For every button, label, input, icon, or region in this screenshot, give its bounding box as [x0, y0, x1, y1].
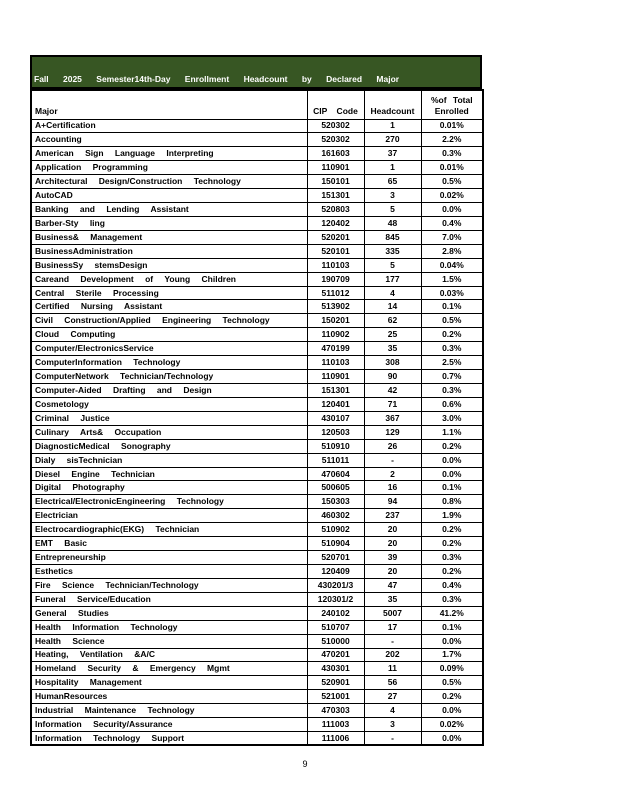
cell-headcount: 90	[364, 370, 421, 384]
cell-cip-code: 520901	[307, 676, 364, 690]
cell-major: Barber-Sty ling	[31, 216, 307, 230]
cell-headcount: 47	[364, 578, 421, 592]
cell-pct-total-enrolled: 0.1%	[421, 300, 483, 314]
cell-headcount: 48	[364, 216, 421, 230]
table-row	[31, 578, 483, 592]
cell-cip-code: 513902	[307, 300, 364, 314]
cell-major: Industrial Maintenance Technology	[31, 704, 307, 718]
table-row	[31, 425, 483, 439]
cell-cip-code: 151301	[307, 189, 364, 203]
table-row	[31, 272, 483, 286]
cell-major: Cosmetology	[31, 397, 307, 411]
cell-headcount: 1	[364, 119, 421, 133]
table-row	[31, 147, 483, 161]
col-header-headcount: Headcount	[364, 90, 421, 119]
cell-headcount: 3	[364, 718, 421, 732]
cell-cip-code: 460302	[307, 509, 364, 523]
cell-cip-code: 520302	[307, 119, 364, 133]
cell-major: Computer/ElectronicsService	[31, 342, 307, 356]
cell-pct-total-enrolled: 0.4%	[421, 578, 483, 592]
pct-header-line1: %of Total	[430, 94, 473, 105]
cell-headcount: 14	[364, 300, 421, 314]
cell-cip-code: 520201	[307, 230, 364, 244]
cell-major: ComputerInformation Technology	[31, 356, 307, 370]
cell-cip-code: 521001	[307, 690, 364, 704]
cell-cip-code: 470604	[307, 467, 364, 481]
cell-cip-code: 510902	[307, 523, 364, 537]
cell-major: Information Technology Support	[31, 732, 307, 746]
cell-pct-total-enrolled: 0.2%	[421, 523, 483, 537]
cell-headcount: 2	[364, 467, 421, 481]
cell-cip-code: 110901	[307, 370, 364, 384]
col-header-cip-code: CIP Code	[307, 90, 364, 119]
cell-cip-code: 120503	[307, 425, 364, 439]
table-row	[31, 509, 483, 523]
cell-cip-code: 151301	[307, 384, 364, 398]
cell-cip-code: 470201	[307, 648, 364, 662]
table-row	[31, 467, 483, 481]
page-number: 9	[302, 759, 308, 769]
table-row	[31, 704, 483, 718]
table-header-row	[31, 90, 483, 119]
cell-cip-code: 111006	[307, 732, 364, 746]
table-row	[31, 620, 483, 634]
cell-headcount: 202	[364, 648, 421, 662]
cell-pct-total-enrolled: 3.0%	[421, 411, 483, 425]
table-row	[31, 356, 483, 370]
cell-major: Entrepreneurship	[31, 551, 307, 565]
cell-cip-code: 510910	[307, 439, 364, 453]
cell-cip-code: 500605	[307, 481, 364, 495]
table-row	[31, 523, 483, 537]
cell-major: Criminal Justice	[31, 411, 307, 425]
cell-pct-total-enrolled: 0.6%	[421, 397, 483, 411]
cell-major: HumanResources	[31, 690, 307, 704]
cell-cip-code: 120301/2	[307, 592, 364, 606]
cell-pct-total-enrolled: 0.0%	[421, 634, 483, 648]
pct-header-line2: Enrolled	[434, 105, 469, 116]
cell-cip-code: 470199	[307, 342, 364, 356]
report-title: Fall 2025 Semester14th-Day Enrollment Headcount by Declared Major	[34, 74, 400, 84]
table-row	[31, 662, 483, 676]
cell-cip-code: 520101	[307, 244, 364, 258]
cell-major: Computer-Aided Drafting and Design	[31, 384, 307, 398]
cell-major: Diesel Engine Technician	[31, 467, 307, 481]
cell-major: Electrician	[31, 509, 307, 523]
cell-headcount: 1	[364, 161, 421, 175]
cell-pct-total-enrolled: 0.2%	[421, 690, 483, 704]
cell-pct-total-enrolled: 2.8%	[421, 244, 483, 258]
table-row	[31, 648, 483, 662]
table-row	[31, 300, 483, 314]
cell-headcount: 35	[364, 592, 421, 606]
cell-headcount: 20	[364, 523, 421, 537]
cell-major: Civil Construction/Applied Engineering Technology	[31, 314, 307, 328]
cell-headcount: 17	[364, 620, 421, 634]
cell-pct-total-enrolled: 0.0%	[421, 453, 483, 467]
table-row	[31, 189, 483, 203]
cell-pct-total-enrolled: 0.3%	[421, 384, 483, 398]
table-row	[31, 411, 483, 425]
cell-pct-total-enrolled: 41.2%	[421, 606, 483, 620]
cell-headcount: 27	[364, 690, 421, 704]
table-row	[31, 342, 483, 356]
cell-major: Health Science	[31, 634, 307, 648]
table-row	[31, 370, 483, 384]
cell-major: Health Information Technology	[31, 620, 307, 634]
cell-major: ComputerNetwork Technician/Technology	[31, 370, 307, 384]
cell-pct-total-enrolled: 0.8%	[421, 495, 483, 509]
table-row	[31, 230, 483, 244]
cell-pct-total-enrolled: 0.5%	[421, 314, 483, 328]
cell-cip-code: 110103	[307, 258, 364, 272]
cell-major: American Sign Language Interpreting	[31, 147, 307, 161]
cell-major: Fire Science Technician/Technology	[31, 578, 307, 592]
cell-cip-code: 120401	[307, 397, 364, 411]
cell-pct-total-enrolled: 1.7%	[421, 648, 483, 662]
cell-pct-total-enrolled: 0.3%	[421, 592, 483, 606]
cell-cip-code: 161603	[307, 147, 364, 161]
table-row	[31, 384, 483, 398]
cell-pct-total-enrolled: 0.5%	[421, 676, 483, 690]
cell-major: Architectural Design/Construction Technology	[31, 175, 307, 189]
cell-major: Electrical/ElectronicEngineering Technology	[31, 495, 307, 509]
cell-major: Information Security/Assurance	[31, 718, 307, 732]
cell-headcount: 5	[364, 258, 421, 272]
cell-pct-total-enrolled: 0.2%	[421, 565, 483, 579]
report-title-bar	[30, 55, 482, 89]
col-header-pct-total-enrolled	[421, 90, 483, 119]
cell-major: Digital Photography	[31, 481, 307, 495]
cell-major: Esthetics	[31, 565, 307, 579]
cell-pct-total-enrolled: 0.1%	[421, 481, 483, 495]
cell-cip-code: 150303	[307, 495, 364, 509]
table-row	[31, 537, 483, 551]
cell-major: Cloud Computing	[31, 328, 307, 342]
cell-pct-total-enrolled: 0.5%	[421, 175, 483, 189]
cell-headcount: 5007	[364, 606, 421, 620]
cell-major: Homeland Security & Emergency Mgmt	[31, 662, 307, 676]
cell-major: A+Certification	[31, 119, 307, 133]
table-row	[31, 328, 483, 342]
cell-headcount: -	[364, 453, 421, 467]
cell-pct-total-enrolled: 1.5%	[421, 272, 483, 286]
cell-cip-code: 510707	[307, 620, 364, 634]
cell-pct-total-enrolled: 0.04%	[421, 258, 483, 272]
table-row	[31, 286, 483, 300]
cell-headcount: 308	[364, 356, 421, 370]
cell-cip-code: 110103	[307, 356, 364, 370]
cell-cip-code: 510000	[307, 634, 364, 648]
cell-pct-total-enrolled: 0.0%	[421, 467, 483, 481]
cell-pct-total-enrolled: 0.3%	[421, 147, 483, 161]
cell-headcount: -	[364, 634, 421, 648]
cell-headcount: -	[364, 732, 421, 746]
cell-headcount: 270	[364, 133, 421, 147]
table-row	[31, 495, 483, 509]
cell-pct-total-enrolled: 0.7%	[421, 370, 483, 384]
cell-pct-total-enrolled: 1.9%	[421, 509, 483, 523]
cell-cip-code: 470303	[307, 704, 364, 718]
cell-major: Funeral Service/Education	[31, 592, 307, 606]
table-row	[31, 175, 483, 189]
cell-pct-total-enrolled: 0.2%	[421, 537, 483, 551]
cell-major: EMT Basic	[31, 537, 307, 551]
cell-major: Careand Development of Young Children	[31, 272, 307, 286]
cell-headcount: 5	[364, 203, 421, 217]
cell-headcount: 4	[364, 286, 421, 300]
cell-headcount: 37	[364, 147, 421, 161]
table-row	[31, 565, 483, 579]
cell-headcount: 65	[364, 175, 421, 189]
cell-cip-code: 510904	[307, 537, 364, 551]
cell-cip-code: 430301	[307, 662, 364, 676]
cell-pct-total-enrolled: 0.3%	[421, 551, 483, 565]
table-row	[31, 203, 483, 217]
table-row	[31, 453, 483, 467]
cell-cip-code: 520803	[307, 203, 364, 217]
table-row	[31, 718, 483, 732]
cell-pct-total-enrolled: 0.0%	[421, 704, 483, 718]
table-row	[31, 634, 483, 648]
cell-headcount: 335	[364, 244, 421, 258]
cell-major: Electrocardiographic(EKG) Technician	[31, 523, 307, 537]
cell-pct-total-enrolled: 0.03%	[421, 286, 483, 300]
table-row	[31, 606, 483, 620]
cell-headcount: 367	[364, 411, 421, 425]
cell-major: Certified Nursing Assistant	[31, 300, 307, 314]
col-header-major: Major	[31, 90, 307, 119]
table-row	[31, 439, 483, 453]
cell-major: General Studies	[31, 606, 307, 620]
cell-major: Banking and Lending Assistant	[31, 203, 307, 217]
cell-headcount: 11	[364, 662, 421, 676]
cell-headcount: 237	[364, 509, 421, 523]
table-row	[31, 244, 483, 258]
cell-major: Accounting	[31, 133, 307, 147]
cell-major: Heating, Ventilation &A/C	[31, 648, 307, 662]
table-row	[31, 119, 483, 133]
cell-pct-total-enrolled: 2.5%	[421, 356, 483, 370]
table-row	[31, 551, 483, 565]
table-row	[31, 258, 483, 272]
cell-pct-total-enrolled: 0.1%	[421, 620, 483, 634]
cell-pct-total-enrolled: 0.3%	[421, 342, 483, 356]
table-row	[31, 397, 483, 411]
cell-cip-code: 150101	[307, 175, 364, 189]
cell-cip-code: 120409	[307, 565, 364, 579]
cell-pct-total-enrolled: 7.0%	[421, 230, 483, 244]
cell-cip-code: 120402	[307, 216, 364, 230]
cell-major: Dialy sisTechnician	[31, 453, 307, 467]
enrollment-table	[30, 89, 484, 746]
cell-pct-total-enrolled: 1.1%	[421, 425, 483, 439]
cell-cip-code: 110902	[307, 328, 364, 342]
cell-pct-total-enrolled: 0.09%	[421, 662, 483, 676]
cell-major: DiagnosticMedical Sonography	[31, 439, 307, 453]
cell-headcount: 25	[364, 328, 421, 342]
cell-headcount: 94	[364, 495, 421, 509]
table-row	[31, 690, 483, 704]
table-row	[31, 676, 483, 690]
cell-cip-code: 511011	[307, 453, 364, 467]
cell-headcount: 42	[364, 384, 421, 398]
cell-major: BusinessAdministration	[31, 244, 307, 258]
cell-cip-code: 520701	[307, 551, 364, 565]
table-row	[31, 732, 483, 746]
cell-pct-total-enrolled: 0.4%	[421, 216, 483, 230]
table-row	[31, 314, 483, 328]
cell-major: Business& Management	[31, 230, 307, 244]
cell-pct-total-enrolled: 2.2%	[421, 133, 483, 147]
cell-pct-total-enrolled: 0.2%	[421, 439, 483, 453]
cell-cip-code: 111003	[307, 718, 364, 732]
cell-cip-code: 430107	[307, 411, 364, 425]
cell-headcount: 16	[364, 481, 421, 495]
cell-pct-total-enrolled: 0.01%	[421, 161, 483, 175]
cell-cip-code: 190709	[307, 272, 364, 286]
cell-pct-total-enrolled: 0.01%	[421, 119, 483, 133]
cell-cip-code: 240102	[307, 606, 364, 620]
cell-headcount: 3	[364, 189, 421, 203]
cell-major: Hospitality Management	[31, 676, 307, 690]
cell-headcount: 129	[364, 425, 421, 439]
table-row	[31, 481, 483, 495]
cell-pct-total-enrolled: 0.0%	[421, 203, 483, 217]
table-row	[31, 216, 483, 230]
cell-headcount: 71	[364, 397, 421, 411]
cell-major: AutoCAD	[31, 189, 307, 203]
cell-pct-total-enrolled: 0.02%	[421, 189, 483, 203]
cell-cip-code: 110901	[307, 161, 364, 175]
cell-headcount: 20	[364, 537, 421, 551]
cell-major: Application Programming	[31, 161, 307, 175]
cell-major: Central Sterile Processing	[31, 286, 307, 300]
cell-headcount: 177	[364, 272, 421, 286]
table-row	[31, 133, 483, 147]
cell-pct-total-enrolled: 0.0%	[421, 732, 483, 746]
cell-major: Culinary Arts& Occupation	[31, 425, 307, 439]
cell-headcount: 35	[364, 342, 421, 356]
table-row	[31, 592, 483, 606]
cell-pct-total-enrolled: 0.2%	[421, 328, 483, 342]
cell-headcount: 56	[364, 676, 421, 690]
cell-cip-code: 520302	[307, 133, 364, 147]
table-row	[31, 161, 483, 175]
cell-headcount: 845	[364, 230, 421, 244]
cell-headcount: 62	[364, 314, 421, 328]
cell-pct-total-enrolled: 0.02%	[421, 718, 483, 732]
cell-major: BusinessSy stemsDesign	[31, 258, 307, 272]
cell-cip-code: 430201/3	[307, 578, 364, 592]
cell-cip-code: 511012	[307, 286, 364, 300]
cell-headcount: 39	[364, 551, 421, 565]
cell-headcount: 26	[364, 439, 421, 453]
cell-headcount: 4	[364, 704, 421, 718]
cell-cip-code: 150201	[307, 314, 364, 328]
cell-headcount: 20	[364, 565, 421, 579]
